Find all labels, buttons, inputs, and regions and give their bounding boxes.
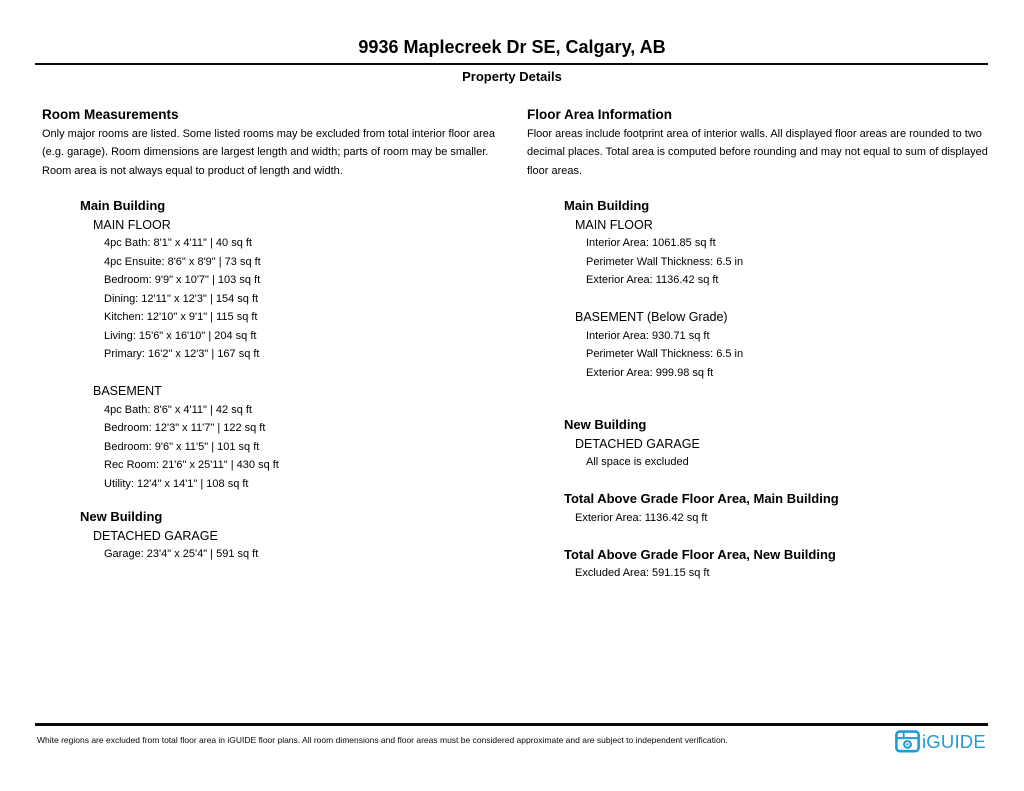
total-detail: Excluded Area: 591.15 sq ft bbox=[575, 567, 710, 579]
floor-name: BASEMENT bbox=[93, 384, 162, 398]
footer-disclaimer: White regions are excluded from total floor area in iGUIDE floor plans. All room dimensions and floor areas must be considered approximate and are subject to independent verification. bbox=[37, 735, 728, 745]
paragraph-line: (e.g. garage). Room dimensions are largest length and width; parts of room may be smaller. bbox=[42, 146, 489, 158]
iguide-camera-icon bbox=[895, 730, 920, 753]
header-divider bbox=[35, 63, 988, 65]
room-measurements-section bbox=[42, 106, 514, 564]
measurement-line: Kitchen: 12'10" x 9'1" | 115 sq ft bbox=[104, 311, 258, 323]
floor-block bbox=[564, 216, 989, 290]
property-address-title: 9936 Maplecreek Dr SE, Calgary, AB bbox=[358, 37, 666, 57]
measurement-line: Perimeter Wall Thickness: 6.5 in bbox=[586, 255, 744, 268]
floor-name: MAIN FLOOR bbox=[575, 217, 653, 232]
paragraph-line: Floor areas include footprint area of interior walls. All displayed floor areas are rounded to two bbox=[527, 127, 982, 140]
measurement-line: 4pc Bath: 8'6" x 4'11" | 42 sq ft bbox=[104, 403, 252, 416]
iguide-logo bbox=[895, 730, 986, 753]
footer-divider bbox=[35, 723, 988, 726]
measurement-line: Bedroom: 12'3" x 11'7" | 122 sq ft bbox=[104, 422, 266, 434]
measurement-line: Primary: 16'2" x 12'3" | 167 sq ft bbox=[104, 348, 260, 360]
building-block bbox=[80, 508, 514, 564]
measurement-line: Exterior Area: 999.98 sq ft bbox=[586, 366, 714, 379]
building-block bbox=[80, 197, 514, 493]
floor-area-heading: Floor Area Information bbox=[527, 107, 673, 122]
measurement-line: Perimeter Wall Thickness: 6.5 in bbox=[586, 348, 744, 360]
building-name: New Building bbox=[564, 417, 647, 432]
measurement-line: Dining: 12'11" x 12'3" | 154 sq ft bbox=[104, 292, 259, 305]
floor-name: MAIN FLOOR bbox=[93, 217, 171, 232]
room-measurements-heading: Room Measurements bbox=[42, 107, 179, 122]
measurement-line: Exterior Area: 1136.42 sq ft bbox=[586, 274, 719, 286]
iguide-logo-text: iGUIDE bbox=[922, 731, 986, 752]
measurement-line: All space is excluded bbox=[586, 456, 689, 468]
total-heading: Total Above Grade Floor Area, Main Building bbox=[564, 491, 839, 506]
page-title: Property Details bbox=[462, 69, 562, 84]
floor-area-section bbox=[527, 106, 989, 583]
floor-name: DETACHED GARAGE bbox=[93, 528, 218, 543]
measurement-line: Utility: 12'4" x 14'1" | 108 sq ft bbox=[104, 477, 249, 490]
floor-block bbox=[80, 527, 514, 564]
measurement-line: 4pc Ensuite: 8'6" x 8'9" | 73 sq ft bbox=[104, 255, 261, 268]
floor-name: DETACHED GARAGE bbox=[575, 436, 700, 451]
total-detail: Exterior Area: 1136.42 sq ft bbox=[575, 511, 708, 524]
measurement-line: Rec Room: 21'6" x 25'11" | 430 sq ft bbox=[104, 459, 279, 471]
building-name: Main Building bbox=[80, 198, 166, 213]
floor-area-list bbox=[527, 197, 989, 472]
room-measurements-list bbox=[42, 197, 514, 564]
floor-block bbox=[564, 435, 989, 472]
floor-name: BASEMENT (Below Grade) bbox=[575, 310, 728, 324]
building-name: Main Building bbox=[564, 198, 650, 213]
floor-block bbox=[564, 308, 989, 382]
total-block bbox=[564, 490, 989, 527]
floor-area-description bbox=[527, 125, 989, 181]
building-name: New Building bbox=[80, 509, 163, 524]
measurement-line: Bedroom: 9'6" x 11'5" | 101 sq ft bbox=[104, 440, 260, 453]
measurement-line: Bedroom: 9'9" x 10'7" | 103 sq ft bbox=[104, 274, 261, 286]
measurement-line: Interior Area: 930.71 sq ft bbox=[586, 329, 710, 342]
room-measurements-description bbox=[42, 125, 514, 181]
total-heading: Total Above Grade Floor Area, New Building bbox=[564, 546, 836, 562]
floor-block bbox=[80, 382, 514, 493]
floor-area-totals bbox=[527, 490, 989, 583]
measurement-line: 4pc Bath: 8'1" x 4'11" | 40 sq ft bbox=[104, 237, 252, 249]
building-block bbox=[564, 416, 989, 472]
paragraph-line: Only major rooms are listed. Some listed rooms may be excluded from total interior floor area bbox=[42, 127, 496, 140]
measurement-line: Living: 15'6" x 16'10" | 204 sq ft bbox=[104, 329, 257, 342]
paragraph-line: Room area is not always equal to product of length and width. bbox=[42, 164, 343, 177]
total-block bbox=[564, 546, 989, 583]
paragraph-line: floor areas. bbox=[527, 164, 583, 177]
building-block bbox=[564, 197, 989, 382]
paragraph-line: decimal places. Total area is computed before rounding and may not equal to sum of displayed bbox=[527, 146, 988, 158]
measurement-line: Interior Area: 1061.85 sq ft bbox=[586, 237, 716, 249]
measurement-line: Garage: 23'4" x 25'4" | 591 sq ft bbox=[104, 548, 259, 560]
floor-block bbox=[80, 216, 514, 364]
